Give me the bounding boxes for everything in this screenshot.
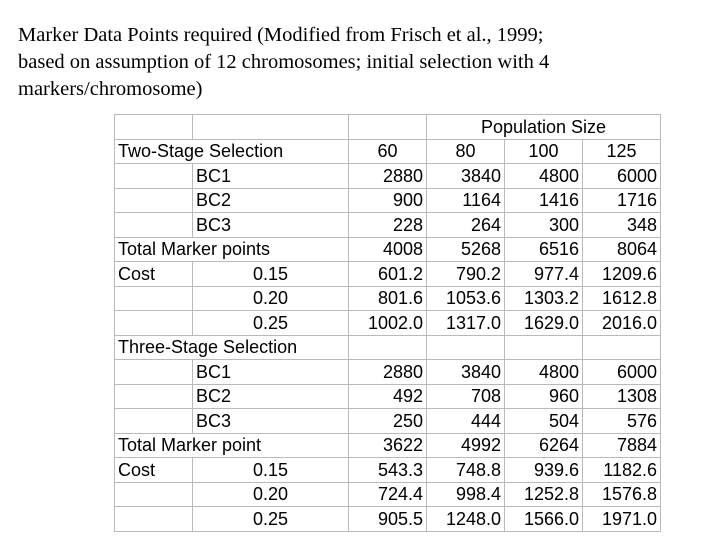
table-row [115, 360, 661, 385]
empty-cell [505, 335, 583, 360]
table-cell: 1053.6 [427, 286, 505, 311]
table-cell: 1971.0 [583, 507, 661, 532]
cost-row [115, 482, 661, 507]
empty-cell [583, 335, 661, 360]
table-cell: 708 [427, 384, 505, 409]
table-cell: 724.4 [349, 482, 427, 507]
population-header-row [115, 115, 661, 140]
heading-line-2: based on assumption of 12 chromosomes; initial selection with 4 [18, 51, 550, 73]
table-cell: 748.8 [427, 458, 505, 483]
table-cell: 1716 [583, 188, 661, 213]
total-row [115, 237, 661, 262]
heading-line-1: Marker Data Points required (Modified from Frisch et al., 1999; [18, 24, 544, 46]
empty-cell [115, 286, 193, 311]
empty-cell [115, 115, 193, 140]
row-label: BC3 [193, 409, 349, 434]
table-cell: 939.6 [505, 458, 583, 483]
table-cell: 1303.2 [505, 286, 583, 311]
empty-cell [115, 507, 193, 532]
table-row [115, 188, 661, 213]
table-cell: 905.5 [349, 507, 427, 532]
table-row [115, 213, 661, 238]
three-stage-title: Three-Stage Selection [115, 335, 349, 360]
table-cell: 6516 [505, 237, 583, 262]
size-60: 60 [349, 139, 427, 164]
table-cell: 1612.8 [583, 286, 661, 311]
total-row [115, 433, 661, 458]
table-cell: 900 [349, 188, 427, 213]
heading-line-3: markers/chromosome) [18, 78, 203, 100]
row-label: BC2 [193, 188, 349, 213]
cost-rate: 0.20 [193, 482, 349, 507]
table-cell: 264 [427, 213, 505, 238]
size-125: 125 [583, 139, 661, 164]
empty-cell [115, 384, 193, 409]
cost-rate: 0.15 [193, 262, 349, 287]
two-stage-title-row [115, 139, 661, 164]
table-cell: 1308 [583, 384, 661, 409]
empty-cell [115, 482, 193, 507]
table-cell: 8064 [583, 237, 661, 262]
cost-label: Cost [115, 262, 193, 287]
table-cell: 4800 [505, 164, 583, 189]
total-label: Total Marker point [115, 433, 349, 458]
table-cell: 348 [583, 213, 661, 238]
table-cell: 1248.0 [427, 507, 505, 532]
row-label: BC1 [193, 164, 349, 189]
empty-cell [115, 409, 193, 434]
two-stage-title: Two-Stage Selection [115, 139, 349, 164]
table-cell: 801.6 [349, 286, 427, 311]
table-cell: 1576.8 [583, 482, 661, 507]
cost-row [115, 311, 661, 336]
table-cell: 300 [505, 213, 583, 238]
slide-heading [18, 22, 708, 103]
table-cell: 1416 [505, 188, 583, 213]
table-cell: 5268 [427, 237, 505, 262]
empty-cell [349, 115, 427, 140]
population-size-header: Population Size [427, 115, 661, 140]
table-cell: 228 [349, 213, 427, 238]
table-cell: 1002.0 [349, 311, 427, 336]
table-cell: 2880 [349, 164, 427, 189]
table-cell: 6264 [505, 433, 583, 458]
empty-cell [193, 115, 349, 140]
row-label: BC2 [193, 384, 349, 409]
size-80: 80 [427, 139, 505, 164]
table-cell: 790.2 [427, 262, 505, 287]
empty-cell [115, 164, 193, 189]
cost-row [115, 458, 661, 483]
cost-rate: 0.15 [193, 458, 349, 483]
cost-rate: 0.25 [193, 311, 349, 336]
table-cell: 6000 [583, 164, 661, 189]
table-cell: 6000 [583, 360, 661, 385]
table-cell: 4008 [349, 237, 427, 262]
table-cell: 3622 [349, 433, 427, 458]
table-cell: 998.4 [427, 482, 505, 507]
table-cell: 250 [349, 409, 427, 434]
three-stage-title-row [115, 335, 661, 360]
cost-rate: 0.25 [193, 507, 349, 532]
table-row [115, 384, 661, 409]
table-cell: 1209.6 [583, 262, 661, 287]
total-label: Total Marker points [115, 237, 349, 262]
table-cell: 1252.8 [505, 482, 583, 507]
row-label: BC1 [193, 360, 349, 385]
table-cell: 2016.0 [583, 311, 661, 336]
table-cell: 1182.6 [583, 458, 661, 483]
empty-cell [115, 213, 193, 238]
size-100: 100 [505, 139, 583, 164]
cost-row [115, 507, 661, 532]
table-cell: 7884 [583, 433, 661, 458]
table-cell: 960 [505, 384, 583, 409]
table-cell: 504 [505, 409, 583, 434]
marker-data-table [114, 114, 661, 532]
table-cell: 601.2 [349, 262, 427, 287]
table-cell: 1629.0 [505, 311, 583, 336]
cost-label: Cost [115, 458, 193, 483]
table-cell: 977.4 [505, 262, 583, 287]
table-cell: 4992 [427, 433, 505, 458]
row-label: BC3 [193, 213, 349, 238]
table-cell: 543.3 [349, 458, 427, 483]
cost-row [115, 286, 661, 311]
table-cell: 576 [583, 409, 661, 434]
cost-rate: 0.20 [193, 286, 349, 311]
table-cell: 1566.0 [505, 507, 583, 532]
table-cell: 444 [427, 409, 505, 434]
table-row [115, 409, 661, 434]
table-cell: 1164 [427, 188, 505, 213]
table-cell: 4800 [505, 360, 583, 385]
table-cell: 3840 [427, 360, 505, 385]
table-cell: 2880 [349, 360, 427, 385]
cost-row [115, 262, 661, 287]
table-cell: 3840 [427, 164, 505, 189]
empty-cell [427, 335, 505, 360]
empty-cell [115, 311, 193, 336]
table-cell: 1317.0 [427, 311, 505, 336]
empty-cell [349, 335, 427, 360]
table-row [115, 164, 661, 189]
empty-cell [115, 188, 193, 213]
empty-cell [115, 360, 193, 385]
table-cell: 492 [349, 384, 427, 409]
